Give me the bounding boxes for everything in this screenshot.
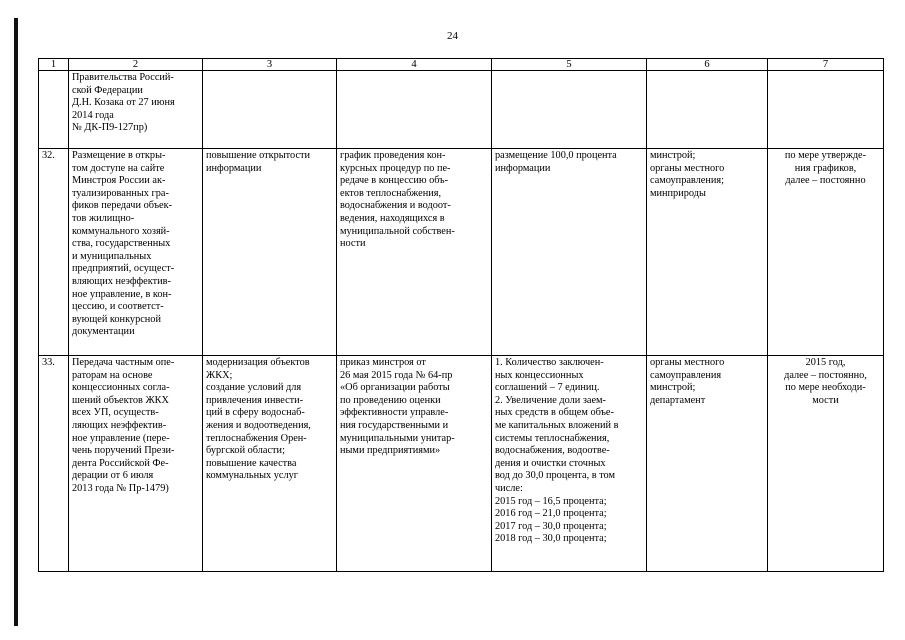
cell-text-line: далее – постоянно,: [784, 369, 867, 381]
cell-text-line: информации: [495, 162, 551, 174]
cell-text-line: концессионных согла-: [72, 382, 170, 394]
cell-text-line: ства, государственных: [72, 238, 171, 250]
column-header: 1: [39, 59, 69, 71]
cell-text-line: ное управление, в кон-: [72, 288, 172, 300]
table-body: [39, 71, 884, 572]
cell-text-line: коммунального хозяй-: [72, 225, 170, 237]
cell-text-line: «Об организации работы: [340, 382, 450, 394]
table-cell-col-2: [69, 71, 203, 149]
column-header: 7: [768, 59, 884, 71]
table-cell-col-2: [69, 356, 203, 572]
cell-text-line: 2016 год – 21,0 процента;: [495, 508, 607, 520]
cell-text-line: график проведения кон-: [340, 150, 446, 161]
cell-text-line: создание условий для: [206, 382, 302, 394]
cell-text-line: и муниципальных: [72, 250, 152, 262]
cell-text-line: органы местного: [650, 162, 725, 174]
cell-text-line: ными предприятиями»: [340, 445, 441, 457]
cell-text-line: ведения, находящихся в: [340, 212, 445, 224]
table-cell-col-3: [203, 356, 337, 572]
cell-text-line: тов жилищно-: [72, 212, 135, 224]
cell-text-line: ме капитальных вложений в: [495, 419, 619, 431]
cell-text-line: Правительства Россий-: [72, 72, 174, 83]
cell-text-line: привлечения инвести-: [206, 394, 304, 406]
cell-text-line: органы местного: [650, 357, 725, 368]
cell-text-line: 2. Увеличение доли заем-: [495, 394, 606, 406]
column-header: 4: [337, 59, 492, 71]
cell-text-line: 1. Количество заключен-: [495, 357, 604, 368]
cell-text-line: 2018 год – 30,0 процента;: [495, 533, 607, 545]
cell-text-line: 2015 год,: [805, 357, 846, 368]
cell-text-line: ляющих неэффектив-: [72, 419, 167, 431]
cell-text-line: приказ минстроя от: [340, 357, 426, 368]
table-cell-col-6: [647, 71, 768, 149]
table-cell-col-4: [337, 149, 492, 356]
cell-text-line: теплоснабжения Орен-: [206, 432, 307, 444]
margin-bar: [14, 18, 18, 626]
cell-text-line: вод до 30,0 процента, в том: [495, 470, 616, 482]
table-row: [39, 356, 884, 572]
cell-text-line: ных средств в общем объе-: [495, 407, 614, 419]
table-cell-col-6: [647, 149, 768, 356]
table-row: [39, 149, 884, 356]
row-number: 33.: [39, 356, 69, 572]
cell-text-line: водоснабжения и водоот-: [340, 200, 451, 212]
table-cell-col-4: [337, 356, 492, 572]
cell-text-line: фиков передачи объек-: [72, 200, 173, 212]
cell-text-line: муниципальной собствен-: [340, 225, 455, 237]
row-number: 32.: [39, 149, 69, 356]
table-cell-col-3: [203, 149, 337, 356]
table-cell-col-3: [203, 71, 337, 149]
cell-text-line: № ДК-П9-127пр): [72, 122, 148, 134]
cell-text-line: ния государственными и: [340, 419, 449, 431]
cell-text-line: по мере необходи-: [785, 382, 866, 394]
cell-text-line: ЖКХ;: [206, 369, 233, 381]
cell-text-line: цессию, и соответст-: [72, 301, 164, 313]
cell-text-line: самоуправления: [650, 369, 722, 381]
cell-text-line: чень поручений Прези-: [72, 445, 175, 457]
cell-text-line: ектов теплоснабжения,: [340, 187, 442, 199]
table-cell-col-5: [492, 71, 647, 149]
cell-text-line: предприятий, осущест-: [72, 263, 175, 275]
cell-text-line: шений объектов ЖКХ: [72, 394, 169, 406]
cell-text-line: дерации от 6 июля: [72, 470, 154, 482]
cell-text-line: всех УП, осуществ-: [72, 407, 159, 419]
cell-text-line: редаче в концессию объ-: [340, 175, 449, 187]
cell-text-line: коммунальных услуг: [206, 470, 298, 482]
column-header: 5: [492, 59, 647, 71]
cell-text-line: вляющих неэффектив-: [72, 275, 171, 287]
cell-text-line: 2013 года № Пр-1479): [72, 482, 169, 494]
table-row: [39, 71, 884, 149]
cell-text-line: туализированных гра-: [72, 187, 169, 199]
cell-text-line: жения и водоотведения,: [206, 419, 311, 431]
cell-text-line: Д.Н. Козака от 27 июня: [72, 97, 175, 109]
table-cell-col-2: [69, 149, 203, 356]
cell-text-line: ской Федерации: [72, 84, 143, 96]
cell-text-line: мости: [812, 394, 839, 406]
table-cell-col-6: [647, 356, 768, 572]
table-cell-col-7: [768, 356, 884, 572]
cell-text-line: 2017 год – 30,0 процента;: [495, 520, 607, 532]
cell-text-line: Размещение в откры-: [72, 150, 166, 161]
cell-text-line: водоснабжения, водоотве-: [495, 445, 610, 457]
cell-text-line: вующей конкурсной: [72, 313, 161, 325]
cell-text-line: минприроды: [650, 187, 706, 199]
cell-text-line: модернизация объектов: [206, 357, 310, 368]
cell-text-line: бургской области;: [206, 445, 285, 457]
cell-text-line: 2014 года: [72, 109, 114, 121]
cell-text-line: документации: [72, 326, 135, 338]
table-cell-col-7: [768, 149, 884, 356]
cell-text-line: ций в сферу водоснаб-: [206, 407, 305, 419]
cell-text-line: департамент: [650, 394, 706, 406]
cell-text-line: 26 мая 2015 года № 64-пр: [340, 369, 453, 381]
cell-text-line: далее – постоянно: [785, 175, 866, 187]
cell-text-line: дения и очистки сточных: [495, 457, 606, 469]
page-number: 24: [447, 30, 458, 42]
cell-text-line: размещение 100,0 процента: [495, 150, 617, 161]
cell-text-line: повышение качества: [206, 457, 297, 469]
cell-text-line: курсных процедур по пе-: [340, 162, 451, 174]
column-header: 6: [647, 59, 768, 71]
cell-text-line: том доступе на сайте: [72, 162, 165, 174]
cell-text-line: раторам на основе: [72, 369, 153, 381]
table-cell-col-5: [492, 356, 647, 572]
cell-text-line: ния графиков,: [794, 162, 857, 174]
cell-text-line: ное управление (пере-: [72, 432, 170, 444]
cell-text-line: эффективности управле-: [340, 407, 449, 419]
cell-text-line: ности: [340, 238, 366, 250]
table-cell-col-7: [768, 71, 884, 149]
plan-table: [38, 58, 884, 572]
cell-text-line: повышение открытости: [206, 150, 311, 161]
column-header: 2: [69, 59, 203, 71]
row-number: [39, 71, 69, 149]
cell-text-line: Передача частным опе-: [72, 357, 175, 368]
header-row: [39, 59, 884, 71]
cell-text-line: информации: [206, 162, 262, 174]
cell-text-line: муниципальными унитар-: [340, 432, 455, 444]
cell-text-line: минстрой;: [650, 382, 696, 394]
table-cell-col-5: [492, 149, 647, 356]
cell-text-line: дента Российской Фе-: [72, 457, 169, 469]
cell-text-line: системы теплоснабжения,: [495, 432, 610, 444]
table-cell-col-4: [337, 71, 492, 149]
cell-text-line: числе:: [495, 482, 523, 494]
cell-text-line: соглашений – 7 единиц.: [495, 382, 600, 394]
cell-text-line: ных концессионных: [495, 369, 584, 381]
cell-text-line: минстрой;: [650, 150, 696, 161]
cell-text-line: Минстроя России ак-: [72, 175, 166, 187]
cell-text-line: по проведению оценки: [340, 394, 441, 406]
cell-text-line: по мере утвержде-: [784, 150, 867, 161]
cell-text-line: 2015 год – 16,5 процента;: [495, 495, 607, 507]
cell-text-line: самоуправления;: [650, 175, 724, 187]
column-header: 3: [203, 59, 337, 71]
